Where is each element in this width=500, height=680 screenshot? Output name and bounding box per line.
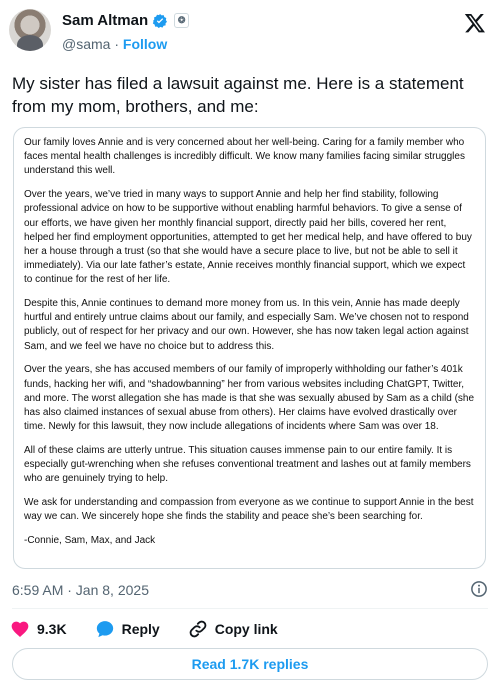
x-logo-icon[interactable] bbox=[464, 12, 486, 34]
tweet-actions bbox=[10, 619, 306, 639]
statement-paragraph: All of these claims are utterly untrue. This situation causes immense pain to our entire family. It is especially gut-wrenching when she refuses conventional treatment and lashes out at family members who are genuinely trying to help. bbox=[24, 444, 471, 485]
org-badge-icon: ❂ bbox=[174, 13, 189, 28]
author-name-row[interactable] bbox=[62, 12, 189, 29]
statement-image[interactable] bbox=[13, 127, 486, 569]
author-handle[interactable]: @sama bbox=[62, 36, 111, 52]
verified-badge-icon bbox=[152, 13, 168, 29]
tweet-timestamp[interactable]: 6:59 AM · Jan 8, 2025 bbox=[12, 582, 149, 598]
heart-icon bbox=[10, 619, 30, 639]
avatar[interactable] bbox=[9, 9, 51, 51]
statement-paragraph: Despite this, Annie continues to demand more money from us. In this vein, Annie has made deeply hurtful and entirely untrue claims about our family, and especially Sam. We’ve chosen not to respond publicly, out of respect for her privacy and our own. However, she has now taken legal action against Sam, and we feel we have no choice but to address this. bbox=[24, 298, 469, 352]
statement-paragraph: Our family loves Annie and is very concerned about her well-being. Caring for a family member who faces mental health challenges is incredibly difficult. We know many families facing similar struggles understand this well. bbox=[24, 137, 465, 177]
reply-label: Reply bbox=[121, 621, 160, 637]
copy-link-button[interactable] bbox=[188, 619, 278, 639]
reply-button[interactable] bbox=[95, 619, 160, 639]
follow-button[interactable]: Follow bbox=[122, 36, 168, 52]
separator: · bbox=[114, 36, 120, 52]
link-icon bbox=[188, 619, 208, 639]
statement-paragraph: Over the years, she has accused members of our family of improperly withholding our father’s 401k funds, hacking her wifi, and “shadowbanning” her from various websites including ChatGPT, Twitter, and more. The worst allegation she has made is that she was sexually abused by Sam as a child (she has also claimed instances of sexual abuse from others). Her claims have evolved drastically over time. Newly for this lawsuit, they now include allegations of incidents where Sam was over 18. bbox=[24, 364, 475, 433]
statement-signature: -Connie, Sam, Max, and Jack bbox=[24, 534, 156, 546]
info-icon[interactable] bbox=[470, 580, 488, 598]
divider bbox=[12, 608, 488, 609]
tweet-text: My sister has filed a lawsuit against me. Here is a statement from my mom, brothers, and me: bbox=[12, 74, 464, 116]
statement-paragraph: Over the years, we’ve tried in many ways to support Annie and help her find stability, following professional advice on how to be supportive without enabling harmful behaviors. To give a sense of our efforts, we have given her monthly financial support, directly paid her bills, covered her rent, helped her find employment opportunities, attempted to get her medical help, and have offered to buy her a house through a trust (so that she would have a secure place to live, but not be able to sell it immediately). Via our late father’s estate, Annie receives monthly financial support, which we expect to continue for the rest of her life. bbox=[24, 189, 472, 286]
like-button[interactable] bbox=[10, 619, 67, 639]
like-count: 9.3K bbox=[37, 621, 67, 637]
copy-link-label: Copy link bbox=[214, 621, 278, 637]
reply-bubble-icon bbox=[95, 619, 115, 639]
author-handle-row bbox=[62, 36, 167, 52]
author-name[interactable]: Sam Altman bbox=[62, 12, 149, 29]
read-replies-button[interactable]: Read 1.7K replies bbox=[12, 648, 488, 680]
statement-paragraph: We ask for understanding and compassion from everyone as we continue to support Annie in the best way we can. We sincerely hope she finds the stability and peace she’s been searching for. bbox=[24, 496, 474, 523]
